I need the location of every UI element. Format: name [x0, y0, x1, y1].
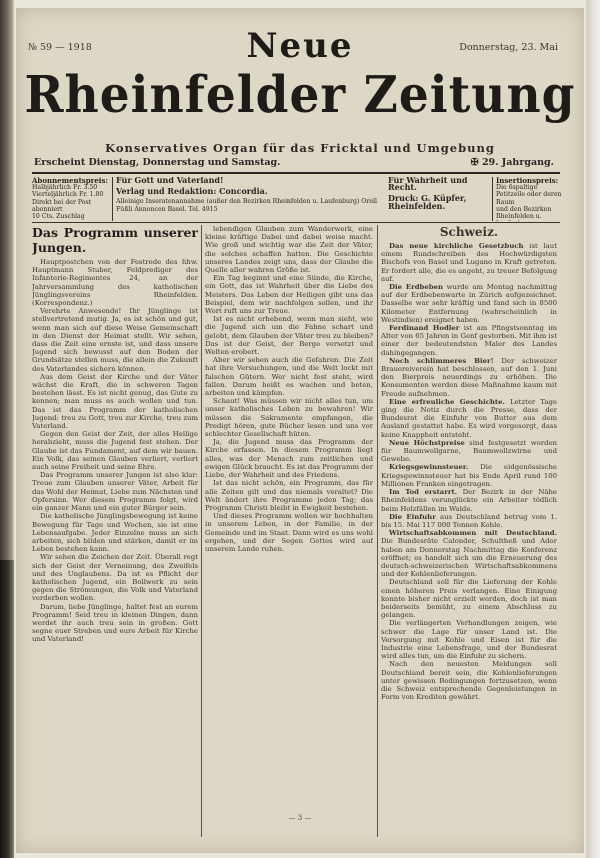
header-rule — [32, 172, 560, 174]
subscription-line: Vierteljährlich Fr. 1.80 — [32, 191, 104, 199]
column-divider — [201, 225, 202, 837]
page-edge — [586, 0, 600, 858]
article-paragraph: Und dieses Programm wollen wir hochhalten in unserem Leben, in der Familie, in der Gemeinde und im Staat. Dann wird es uns wohl ergehen, und der Segen Gottes wird auf unserem Lande ruhen. — [205, 512, 373, 553]
article-paragraph: lebendigen Glauben zum Wanderwerk, eine kleine kräftige Dabei und dabei weise macht. Wie groß und wichtig war die Zeit der Väter, die solches schaffen hatten. Die Geschichte unseres Landes zeigt uns, dass der Glaube die Quelle aller wahren Größe ist. — [205, 225, 373, 275]
news-item — [381, 324, 557, 357]
article-paragraph: Schaut! Was müssen wir nicht alles tun, um unser katholisches Leben zu bewahren! Wir müssen die Sakramente empfangen, die Predigt hören, gute Bücher lesen und uns vor schlechter Gesellschaft hüten. — [205, 397, 373, 439]
news-item-text: ist am Pfingstsonntag im Alter von 65 Jahren in Genf gestorben. Mit ihm ist einer der bedeutendsten Maler des Landes dahingegangen. — [381, 324, 557, 357]
news-item-text: Die eidgenössische Kriegsgewinnsteuer hat bis Ende April rund 100 Millionen Franken eingetragen. — [381, 463, 557, 488]
column-divider — [377, 225, 378, 837]
news-item-lead: Neue Höchstpreise — [389, 438, 465, 447]
news-item — [381, 488, 557, 513]
article-paragraph: Darum, liebe Jünglinge, haltet fest an eurem Programm! Seid treu in kleinen Dingen, dann werdet ihr auch treu sein in großen. Gott segne euer Streben und eure Arbeit für Kirche und Vaterland! — [32, 602, 198, 644]
news-item-text: Letzter Tage ging die Notiz durch die Presse, dass der Bundesrat die Einfuhr von Butter aus dem Ausland gestattet habe. Es wird vorgesorgt, dass keine Knappheit entsteht. — [381, 397, 557, 439]
column-3 — [381, 225, 557, 845]
subscription-line: Halbjährlich Fr. 3.50 — [32, 184, 98, 192]
article-paragraph: Verehrte Anwesende! Ihr Jünglinge ist stellvertretend mutig. Ja, es ist schön und gut, wenn man sich auf diese Weise Gemeinschaft in den Dienst der Heimat stellt. Wir sehen, dass die Zeit eine ernste ist, und dass unsere Jugend sich bewusst auf den Boden der Grundsätze stellen muss, die allein die Zukunft des Vaterlandes sichern können. — [32, 307, 198, 373]
news-item-text: Der Bezirk in der Nähe Rheinfeldens verunglückte ein Arbeiter tödlich beim Holzfällen im Walde. — [381, 488, 557, 513]
insertion-title: Insertionspreis: — [496, 177, 559, 185]
article-paragraph: Hauptpostchen von der Festrede des hhw. Hauptmann Stuber, Feldprediger des Infanterie-Regimentes 24, an der Jahrversammlung des katholischen Jünglingsvereins Rheinfelden. (Korrespondenz.) — [32, 258, 198, 308]
news-item-text: Der schweizer Brauereiverein hat beschlossen, auf den 1. Juni den Bierpreis neuerdings zu erhöhen. Die Konsumenten werden diese Maßnahme kaum mit Freude aufnehmen. — [381, 356, 557, 398]
column-2 — [205, 225, 373, 845]
news-items — [381, 242, 557, 701]
news-item-lead: Im Tod erstarrt. — [389, 488, 458, 497]
publisher: Verlag und Redaktion: Concordia. — [116, 186, 268, 197]
insertion-box — [492, 177, 564, 221]
news-item — [381, 619, 557, 660]
motto-right: Für Wahrheit und Recht. — [388, 177, 468, 193]
news-item-lead: Die Erdbeben — [389, 283, 443, 292]
news-item-lead: Eine erfreuliche Geschichte. — [389, 397, 505, 406]
news-item — [381, 357, 557, 398]
news-item-lead: Kriegsgewinnsteuer. — [389, 463, 469, 472]
news-item — [381, 513, 557, 529]
news-item-lead: Ferdinand Hodler — [389, 324, 460, 333]
news-item — [381, 398, 557, 439]
article-paragraph: Gegen den Geist der Zeit, der alles Heilige herabzieht, muss die Jugend fest stehen. Der Glaube ist das Fundament, auf dem wir bauen. Ein Volk, das seinen Glauben verliert, verliert auch seine Freiheit und seine Ehre. — [32, 430, 198, 472]
subscription-box — [32, 177, 113, 221]
insertion-line: und den Bezirken Rheinfelden u. — [496, 205, 552, 221]
news-item-text: Deutschland soll für die Lieferung der Kohle einen höheren Preis verlangen. Eine Einigung konnte bisher nicht erzielt werden, doch ist man beiderseits bemüht, zu einem Abschluss zu gelangen. — [381, 578, 557, 620]
publication-days: Erscheint Dienstag, Donnerstag und Samstag. — [34, 157, 281, 168]
subscription-line: Direkt bei der Post abonniert — [32, 198, 92, 213]
news-item — [381, 660, 557, 701]
page-footer: — 3 — — [288, 814, 312, 822]
publisher-box-right — [388, 177, 488, 221]
news-item — [381, 242, 557, 283]
ad-agency: Alleinige Inseratenannahme (außer den Bezirken Rheinfelden u. Laufenburg) Orell Füßli Annoncen Basel. Tel. 4915 — [116, 198, 377, 213]
volume-year: ✠ 29. Jahrgang. — [470, 157, 554, 168]
article-headline: Das Programm unserer Jungen. — [32, 225, 198, 255]
masthead-subtitle: Konservatives Organ für das Fricktal und Umgebung — [105, 141, 495, 155]
news-item — [381, 439, 557, 464]
info-rule — [32, 222, 560, 223]
news-item-lead: Noch schlimmeres Bier! — [389, 356, 494, 365]
article-paragraph: Das Programm unserer Jungen ist also klar: Treue zum Glauben unserer Väter, Arbeit für das Wohl der Heimat, Liebe zum Nächsten und Opfersinn. Wer diesem Programm folgt, wird ein ganzer Mann und ein guter Bürger sein. — [32, 471, 198, 513]
news-item-text: Die Bundesräte Calonder, Schultheß und Ador haben am Donnerstag Nachmittag die Konferenz eröffnet; es handelt sich um die Erneuerung des deutsch-schweizerischen Wirtschaftsabkommens und der Kohlenlieferungen. — [381, 537, 557, 579]
news-item-text: wurde am Montag nachmittag auf der Erdbebenwarte in Zürich aufgezeichnet. Dasselbe war sehr kräftig und fand sich in 8500 Kilometer Entfernung (wahrscheinlich in Westindien) ereignet haben. — [381, 283, 557, 324]
publisher-box — [116, 177, 386, 221]
news-item-lead: Wirtschaftsabkommen mit Deutschland. — [389, 529, 557, 538]
news-item-text: Nach den neuesten Meldungen soll Deutschland bereit sein, die Kohlenlieferungen unter gewissen Bedingungen fortzusetzen, wenn die Schweiz entsprechende Gegenleistungen in Form von Krediten gewährt. — [381, 660, 557, 702]
news-item-lead: Die Einfuhr — [389, 512, 436, 521]
masthead-neue: Neue — [246, 26, 354, 66]
article-paragraph: Aber wir sehen auch die Gefahren. Die Zeit hat ihre Versuchungen, und die Welt lockt mit falschen Gütern. Wer nicht fest steht, wird fallen. Darum heißt es wachen und beten, arbeiten und kämpfen. — [205, 356, 373, 398]
masthead-title: Rheinfelder Zeitung — [24, 65, 576, 126]
news-item-text: aus Deutschland betrug vom 1. bis 15. Mai 117 000 Tonnen Kohle. — [381, 512, 557, 529]
subscription-title: Abonnementspreis: — [32, 177, 108, 185]
info-bar — [32, 177, 560, 221]
news-item — [381, 463, 557, 488]
section-heading-schweiz: Schweiz. — [439, 225, 499, 239]
article-paragraph: Ist das nicht schön, ein Programm, das für alle Zeiten gilt und das niemals veraltet? Die Welt ändert ihre Programme jeden Tag; das Programm Christi bleibt in Ewigkeit bestehen. — [205, 479, 373, 512]
column-1 — [32, 225, 198, 845]
article-paragraph: Wir sehen die Zeichen der Zeit. Überall regt sich der Geist der Verneinung, des Zweifels und des Unglaubens. Da ist es Pflicht der katholischen Jugend, ein Bollwerk zu sein gegen die Strömungen, die Volk und Vaterland verderben wollen. — [32, 553, 198, 603]
motto-left: Für Gott und Vaterland! — [116, 177, 224, 185]
subscription-line: 10 Cts. Zuschlag — [32, 213, 85, 221]
issue-number: № 59 — 1918 — [28, 42, 92, 53]
news-item — [381, 283, 557, 324]
news-item-text: Die verlängerten Verhandlungen zeigen, wie schwer die Lage für unser Land ist. Die Versorgung mit Kohle und Eisen ist für die Industrie eine Lebensfrage, und der Bundesrat wird alles tun, um die Einfuhr zu sichern. — [381, 619, 557, 661]
issue-date: Donnerstag, 23. Mai — [459, 42, 558, 53]
news-item-text: ist laut einem Rundschreiben des Hochwürdigsten Bischofs von Basel und Lugano in Kraft getreten. Er fordert alle, die es angeht, zu treuer Befolgung auf. — [381, 242, 557, 283]
article-paragraph: Ist es nicht erhebend, wenn man sieht, wie die Jugend sich um die Fahne schart und gelobt, dem Glauben der Väter treu zu bleiben? Das ist der Geist, der Berge versetzt und Welten erobert. — [205, 315, 373, 357]
article-paragraph: Ein Tag beginnt und eine Sünde, die Kirche, ein Gott, das ist Wahrheit über die Liebe des Meisters. Das Leben der Heiligen gibt uns das Beispiel, dem wir nachfolgen sollen, und ihr Wort ruft uns zur Treue. — [205, 274, 373, 316]
article-paragraph: Aus dem Geist der Kirche und der Väter wächst die Kraft, die in schweren Tagen bestehen lässt. Es ist nicht genug, das Gute zu kennen; man muss es auch wollen und tun. Das ist das Programm der katholischen Jugend: treu zu Gott, treu zur Kirche, treu zum Vaterland. — [32, 372, 198, 431]
article-paragraph: Die katholische Jünglingsbewegung ist keine Bewegung für Tage und Wochen, sie ist eine Lebensaufgabe. Jeder Einzelne muss an sich arbeiten, sich bilden und stärken, damit er im Leben bestehen kann. — [32, 512, 198, 554]
news-item — [381, 529, 557, 578]
news-item — [381, 578, 557, 619]
news-item-lead: Das neue kirchliche Gesetzbuch — [389, 242, 524, 250]
insertion-line: Die 6spaltige Petitzeile oder deren Raum — [496, 184, 562, 206]
news-item-text: sind festgesetzt worden für Baumwollgarne, Baumwollzwirne und Gewebe. — [381, 438, 557, 464]
article-paragraph: Ja, die Jugend muss das Programm der Kirche erfassen. In diesem Programm liegt alles, was der Mensch zum zeitlichen und ewigen Glück braucht. Es ist das Programm der Liebe, der Wahrheit und des Friedens. — [205, 438, 373, 480]
printer: Druck: G. Küpfer, Rheinfelden. — [388, 193, 467, 211]
